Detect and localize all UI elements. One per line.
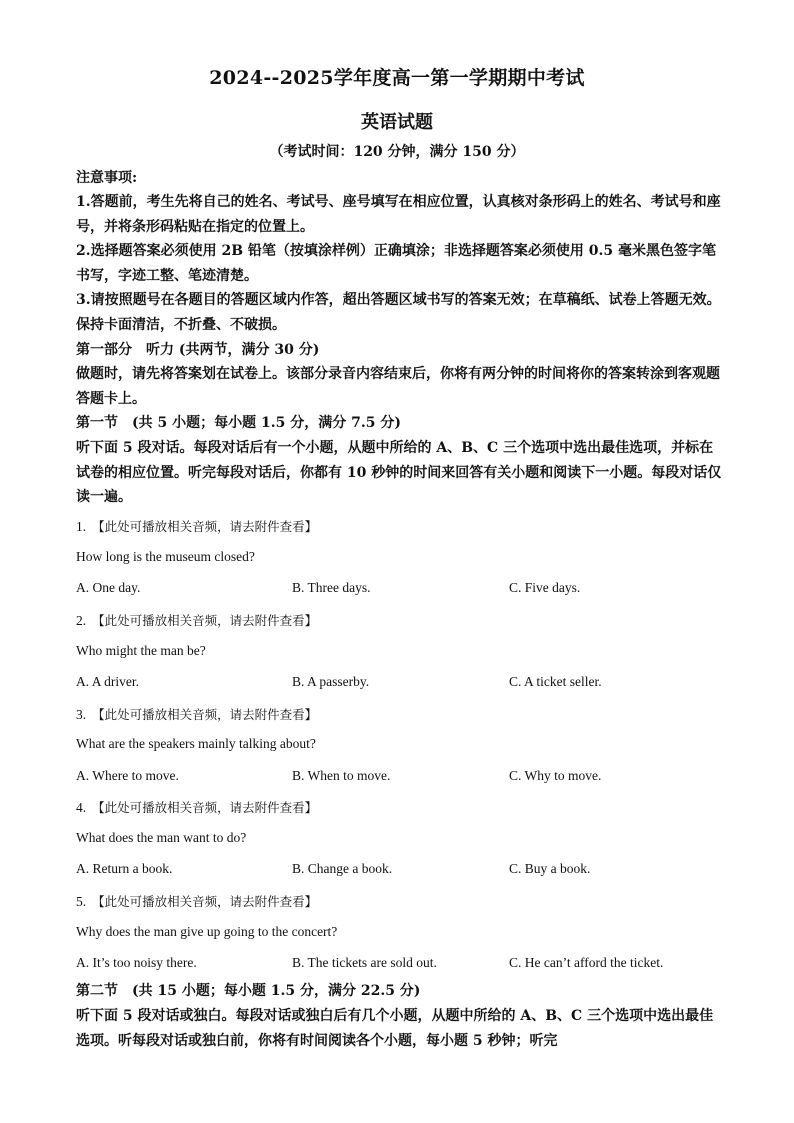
exam-time-note: （考试时间：120 分钟，满分 150 分）	[269, 144, 525, 160]
subject-title: 英语试题	[361, 112, 433, 133]
question-4-stem: What does the man want to do?	[76, 830, 247, 845]
section2-intro: 听下面 5 段对话或独白。每段对话或独白后有几个小题，从题中所给的 A、B、C 三个选项中选出最佳选项。听每段对话或独白前，你将有时间阅读各个小题，每小题 5 秒钟；听完	[76, 1008, 714, 1049]
audio-placeholder[interactable]: 【此处可播放相关音频，请去附件查看】	[92, 613, 318, 628]
question-3-option-b: B. When to move.	[292, 768, 391, 783]
audio-placeholder[interactable]: 【此处可播放相关音频，请去附件查看】	[92, 519, 318, 534]
notes-item-1: 1.答题前，考生先将自己的姓名、考试号、座号填写在相应位置，认真核对条形码上的姓名、考试号和座号，并将条形码粘贴在指定的位置上。	[76, 194, 721, 235]
question-3-audio	[76, 705, 317, 723]
question-5-option-a: A. It’s too noisy there.	[76, 955, 197, 970]
notes-item-2: 2.选择题答案必须使用 2B 铅笔（按填涂样例）正确填涂；非选择题答案必须使用 0.5 毫米黑色签字笔书写，字迹工整、笔迹清楚。	[76, 243, 717, 284]
question-1-audio	[76, 517, 317, 535]
question-1-stem: How long is the museum closed?	[76, 549, 255, 564]
exam-title: 2024--2025学年度高一第一学期期中考试	[209, 67, 585, 89]
question-number: 2.	[76, 613, 87, 628]
notes-heading: 注意事项:	[76, 170, 138, 186]
question-number: 5.	[76, 894, 87, 909]
section1-heading: 第一节 (共 5 小题；每小题 1.5 分，满分 7.5 分)	[76, 415, 401, 431]
question-3-option-c: C. Why to move.	[509, 768, 602, 783]
question-2-option-a: A. A driver.	[76, 674, 139, 689]
question-4-option-c: C. Buy a book.	[509, 861, 591, 876]
question-4-option-b: B. Change a book.	[292, 861, 393, 876]
part1-heading: 第一部分 听力 (共两节，满分 30 分)	[76, 342, 320, 358]
audio-placeholder[interactable]: 【此处可播放相关音频，请去附件查看】	[92, 894, 318, 909]
question-3-option-a: A. Where to move.	[76, 768, 179, 783]
question-1-option-a: A. One day.	[76, 580, 141, 595]
question-5-stem: Why does the man give up going to the concert?	[76, 924, 338, 939]
question-2-option-b: B. A passerby.	[292, 674, 370, 689]
question-5-option-c: C. He can’t afford the ticket.	[509, 955, 664, 970]
question-4-audio	[76, 798, 317, 816]
section1-intro: 听下面 5 段对话。每段对话后有一个小题，从题中所给的 A、B、C 三个选项中选出最佳选项，并标在试卷的相应位置。听完每段对话后，你都有 10 秒钟的时间来回答有关小题和阅读下一小题。每段对话仅读一遍。	[76, 440, 722, 505]
question-2-audio	[76, 611, 317, 629]
section2-heading: 第二节 (共 15 小题；每小题 1.5 分，满分 22.5 分)	[76, 983, 421, 999]
notes-item-3: 3.请按照题号在各题目的答题区域内作答，超出答题区域书写的答案无效；在草稿纸、试卷上答题无效。保持卡面清洁，不折叠、不破损。	[76, 292, 721, 333]
question-5-audio	[76, 892, 317, 910]
question-number: 3.	[76, 707, 87, 722]
question-2-stem: Who might the man be?	[76, 643, 206, 658]
question-5-option-b: B. The tickets are sold out.	[292, 955, 437, 970]
question-number: 1.	[76, 519, 87, 534]
audio-placeholder[interactable]: 【此处可播放相关音频，请去附件查看】	[92, 800, 318, 815]
question-number: 4.	[76, 800, 87, 815]
question-1-option-c: C. Five days.	[509, 580, 581, 595]
audio-placeholder[interactable]: 【此处可播放相关音频，请去附件查看】	[92, 707, 318, 722]
part1-intro: 做题时，请先将答案划在试卷上。该部分录音内容结束后，你将有两分钟的时间将你的答案转涂到客观题答题卡上。	[76, 366, 720, 407]
question-2-option-c: C. A ticket seller.	[509, 674, 602, 689]
question-1-option-b: B. Three days.	[292, 580, 371, 595]
question-4-option-a: A. Return a book.	[76, 861, 173, 876]
question-3-stem: What are the speakers mainly talking about?	[76, 736, 316, 751]
